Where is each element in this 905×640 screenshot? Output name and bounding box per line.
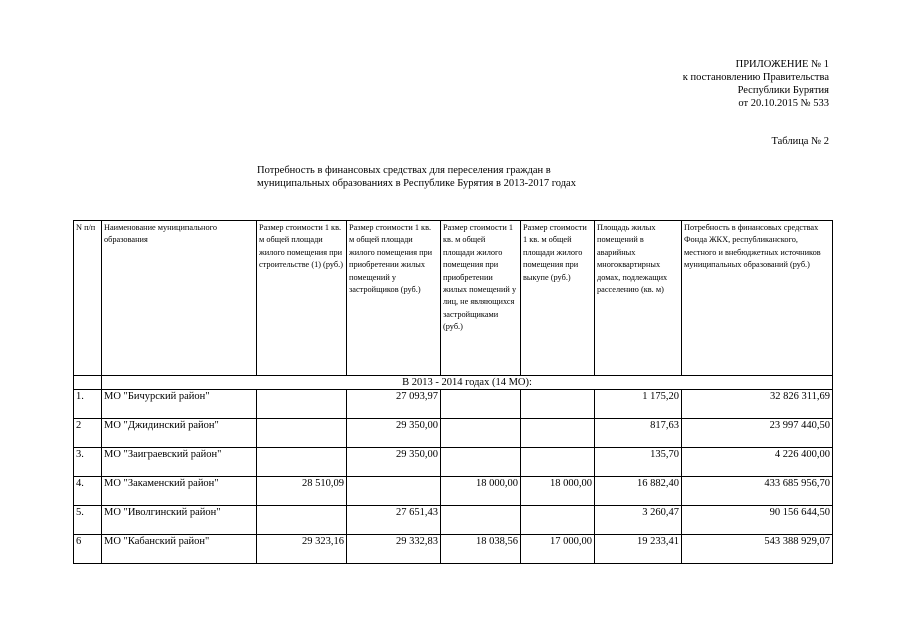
cost-developers bbox=[347, 477, 441, 506]
cost-construction: 28 510,09 bbox=[257, 477, 347, 506]
section-spacer-cell bbox=[74, 376, 102, 390]
col-header-cost-developers: Размер стоимости 1 кв. м общей площади жилого помещения при приобретении жилых помещений у застройщиков (руб.) bbox=[347, 221, 441, 376]
funding-need: 4 226 400,00 bbox=[682, 448, 833, 477]
municipality-name: МО "Кабанский район" bbox=[102, 535, 257, 564]
cost-developers: 27 651,43 bbox=[347, 506, 441, 535]
funding-need: 433 685 956,70 bbox=[682, 477, 833, 506]
appendix-header bbox=[683, 58, 829, 110]
cost-construction: 29 323,16 bbox=[257, 535, 347, 564]
document-title-line-2: муниципальных образованиях в Республике Бурятия в 2013-2017 годах bbox=[257, 178, 576, 189]
document-title bbox=[257, 164, 576, 190]
living-area: 16 882,40 bbox=[595, 477, 682, 506]
funding-table bbox=[73, 220, 833, 564]
col-header-municipality: Наименование муниципального образования bbox=[102, 221, 257, 376]
living-area: 817,63 bbox=[595, 419, 682, 448]
funding-need: 23 997 440,50 bbox=[682, 419, 833, 448]
cost-non-developers bbox=[441, 448, 521, 477]
row-number: 3. bbox=[74, 448, 102, 477]
cost-developers: 29 350,00 bbox=[347, 419, 441, 448]
cost-buyout bbox=[521, 419, 595, 448]
living-area: 19 233,41 bbox=[595, 535, 682, 564]
municipality-name: МО "Бичурский район" bbox=[102, 390, 257, 419]
row-number: 5. bbox=[74, 506, 102, 535]
section-row bbox=[74, 376, 833, 390]
row-number: 1. bbox=[74, 390, 102, 419]
row-number: 6 bbox=[74, 535, 102, 564]
cost-non-developers bbox=[441, 419, 521, 448]
table-row bbox=[74, 419, 833, 448]
cost-buyout bbox=[521, 390, 595, 419]
cost-developers: 29 350,00 bbox=[347, 448, 441, 477]
living-area: 135,70 bbox=[595, 448, 682, 477]
cost-construction bbox=[257, 419, 347, 448]
cost-non-developers bbox=[441, 506, 521, 535]
funding-need: 543 388 929,07 bbox=[682, 535, 833, 564]
table-row bbox=[74, 448, 833, 477]
document-title-line-1: Потребность в финансовых средствах для переселения граждан в bbox=[257, 165, 551, 176]
cost-buyout bbox=[521, 506, 595, 535]
appendix-ref: к постановлению Правительства bbox=[682, 72, 829, 83]
municipality-name: МО "Заиграевский район" bbox=[102, 448, 257, 477]
cost-buyout: 18 000,00 bbox=[521, 477, 595, 506]
table-label: Таблица № 2 bbox=[771, 136, 829, 147]
municipality-name: МО "Джидинский район" bbox=[102, 419, 257, 448]
cost-developers: 29 332,83 bbox=[347, 535, 441, 564]
cost-non-developers: 18 038,56 bbox=[441, 535, 521, 564]
cost-construction bbox=[257, 390, 347, 419]
table-row bbox=[74, 535, 833, 564]
section-label: В 2013 - 2014 годах (14 МО): bbox=[102, 376, 833, 390]
col-header-cost-non-developers: Размер стоимости 1 кв. м общей площади жилого помещения при приобретении жилых помещений у лиц, не являющихся застройщиками (руб.) bbox=[441, 221, 521, 376]
cost-non-developers bbox=[441, 390, 521, 419]
funding-need: 32 826 311,69 bbox=[682, 390, 833, 419]
cost-construction bbox=[257, 506, 347, 535]
cost-non-developers: 18 000,00 bbox=[441, 477, 521, 506]
row-number: 2 bbox=[74, 419, 102, 448]
col-header-funding-need: Потребность в финансовых средствах Фонда ЖКХ, республиканского, местного и внебюджетных источников муниципальных образований (руб.) bbox=[682, 221, 833, 376]
cost-buyout bbox=[521, 448, 595, 477]
funding-need: 90 156 644,50 bbox=[682, 506, 833, 535]
appendix-government: Республики Бурятия bbox=[737, 85, 829, 96]
municipality-name: МО "Иволгинский район" bbox=[102, 506, 257, 535]
cost-construction bbox=[257, 448, 347, 477]
row-number: 4. bbox=[74, 477, 102, 506]
table-header-row bbox=[74, 221, 833, 376]
col-header-area: Площадь жилых помещений в аварийных многоквартирных домах, подлежащих расселению (кв. м) bbox=[595, 221, 682, 376]
cost-buyout: 17 000,00 bbox=[521, 535, 595, 564]
table-row bbox=[74, 477, 833, 506]
col-header-cost-buyout: Размер стоимости 1 кв. м общей площади жилого помещения при выкупе (руб.) bbox=[521, 221, 595, 376]
appendix-title: ПРИЛОЖЕНИЕ № 1 bbox=[735, 59, 829, 70]
municipality-name: МО "Закаменский район" bbox=[102, 477, 257, 506]
table-row bbox=[74, 390, 833, 419]
col-header-number: N п/п bbox=[74, 221, 102, 376]
appendix-date: от 20.10.2015 № 533 bbox=[738, 98, 829, 109]
living-area: 1 175,20 bbox=[595, 390, 682, 419]
cost-developers: 27 093,97 bbox=[347, 390, 441, 419]
living-area: 3 260,47 bbox=[595, 506, 682, 535]
table-row bbox=[74, 506, 833, 535]
col-header-cost-construction: Размер стоимости 1 кв. м общей площади жилого помещения при строительстве (1) (руб.) bbox=[257, 221, 347, 376]
